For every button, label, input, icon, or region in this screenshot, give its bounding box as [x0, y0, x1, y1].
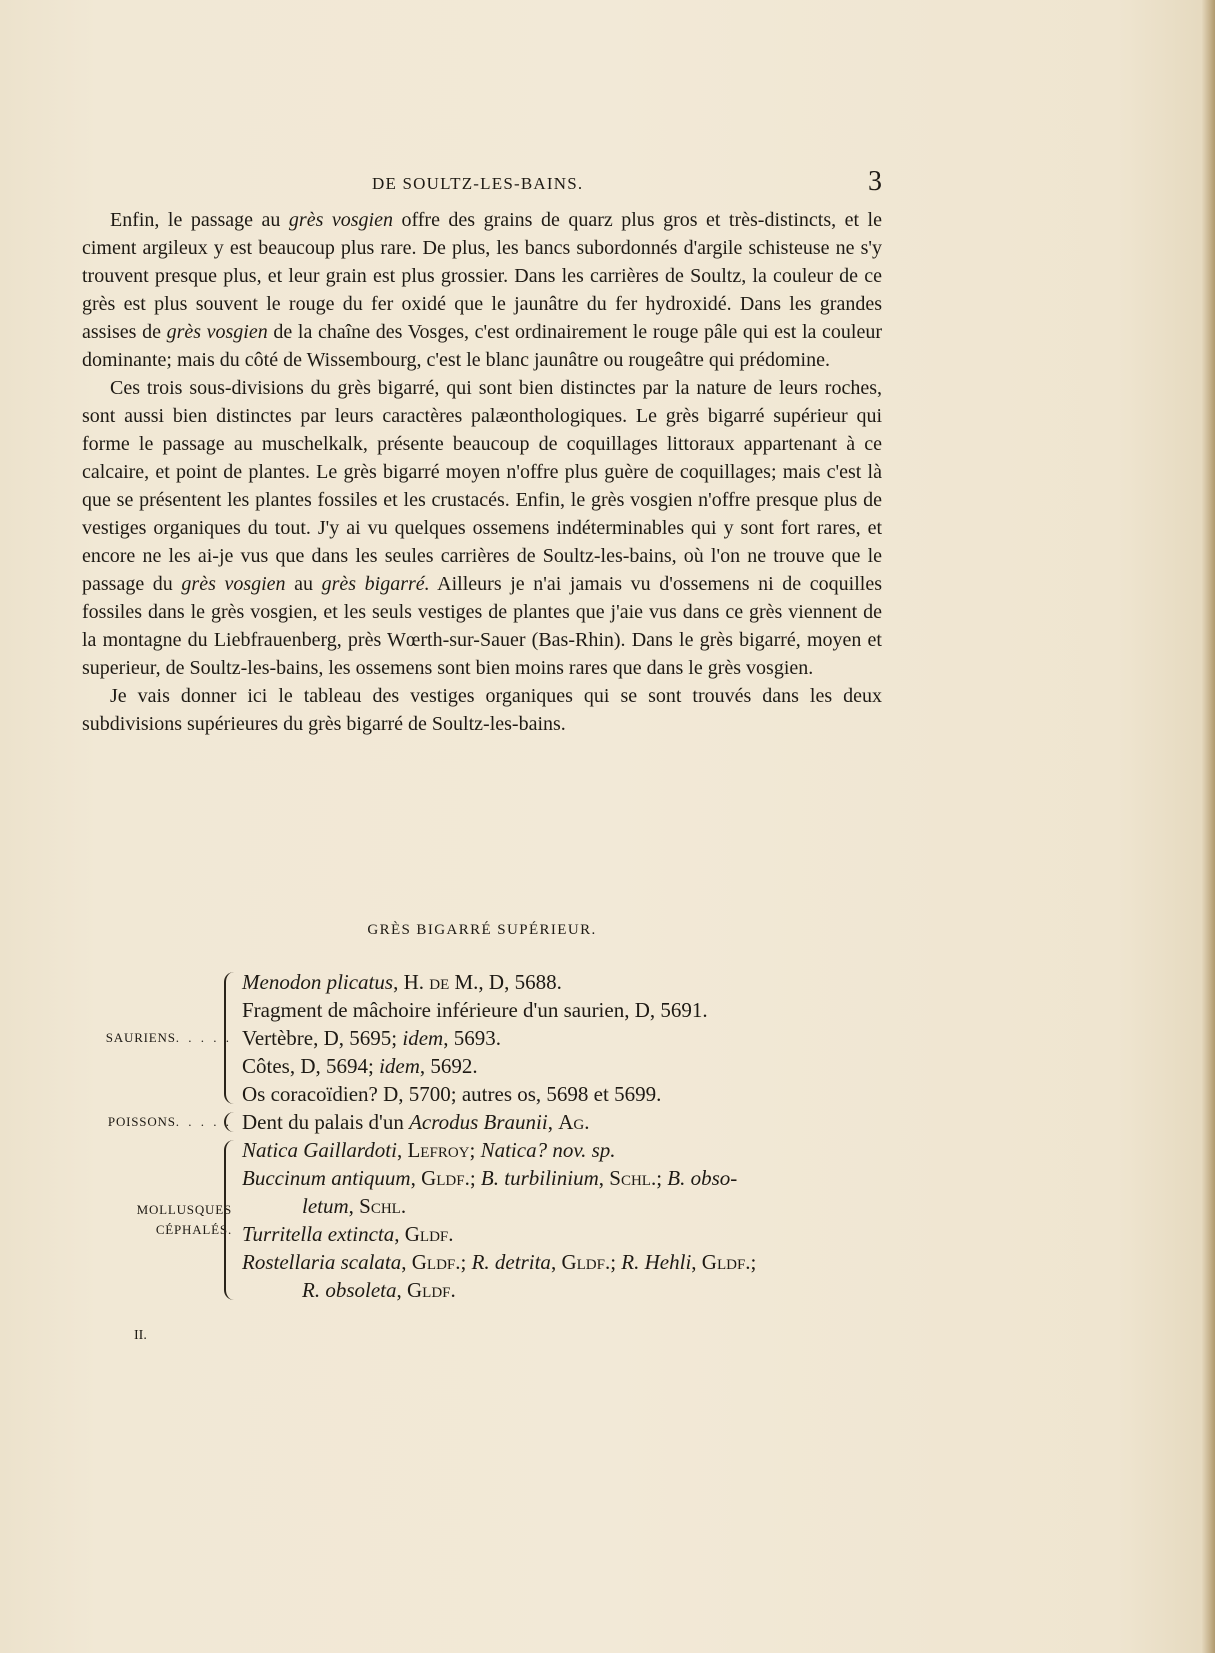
text-run: Je vais donner ici le tableau des vestiges organiques qui se sont trouvés dans les deux subdivisions supérieures du grès bigarré de Soultz-les-bains.: [82, 685, 882, 735]
group-label: [72, 1028, 232, 1048]
italic-run: B. obso-: [667, 1166, 738, 1190]
italic-run: Natica? nov. sp.: [480, 1138, 616, 1162]
small-caps-run: Gldf: [404, 1222, 449, 1246]
small-caps-run: Lefroy: [407, 1138, 470, 1162]
italic-run: idem: [402, 1026, 444, 1050]
text-run: ,: [691, 1250, 702, 1274]
fossil-entry: [242, 1276, 892, 1304]
small-caps-run: Gldf: [411, 1250, 456, 1274]
fossil-entry: [242, 1220, 892, 1248]
text-run: .;: [745, 1250, 757, 1274]
italic-run: Buccinum antiquum: [242, 1166, 411, 1190]
section-heading: GRÈS BIGARRÉ SUPÉRIEUR.: [367, 922, 597, 938]
text-run: ,: [348, 1194, 360, 1218]
text-run: ,: [598, 1166, 610, 1190]
fossil-entry: [242, 1136, 892, 1164]
italic-run: Rostellaria scalata: [242, 1250, 402, 1274]
text-run: .;: [650, 1166, 668, 1190]
group-label-text: MOLLUSQUES: [136, 1202, 232, 1217]
text-run: Enfin, le passage au: [110, 209, 289, 231]
small-caps-run: de: [429, 970, 450, 994]
italic-run: B. turbilinium: [480, 1166, 599, 1190]
paragraph-3: [82, 682, 882, 738]
paragraph-2: [82, 374, 882, 682]
group-label-text: SAURIENS: [105, 1030, 176, 1045]
text-run: .: [448, 1222, 454, 1246]
small-caps-run: Gldf: [407, 1278, 451, 1302]
fossil-entry: [242, 1024, 892, 1052]
italic-run: R. detrita: [471, 1250, 551, 1274]
text-run: .;: [604, 1250, 622, 1274]
text-run: au: [285, 573, 322, 595]
fossil-entry: [242, 1192, 892, 1220]
text-run: .: [400, 1194, 407, 1218]
group-entries: [242, 968, 892, 1108]
small-caps-run: Gldf: [701, 1250, 746, 1274]
text-run: Dent du palais d'un: [242, 1110, 410, 1134]
group-label-text: POISSONS: [107, 1114, 176, 1129]
italic-run: grès vosgien: [166, 321, 268, 343]
fossil-entry: [242, 1108, 892, 1136]
text-run: M., D, 5688.: [449, 970, 562, 994]
italic-run: grès vosgien: [181, 573, 286, 595]
text-run: .;: [464, 1166, 481, 1190]
dot-leader: . . . . .: [175, 1030, 232, 1045]
italic-run: grès vosgien: [288, 209, 393, 231]
text-run: ;: [469, 1138, 481, 1162]
sheet-signature: II.: [134, 1328, 147, 1343]
running-head: [82, 166, 882, 202]
fossil-entry: [242, 996, 892, 1024]
text-run: , H.: [393, 970, 430, 994]
italic-run: grès bigarré.: [321, 573, 430, 595]
text-run: .: [450, 1278, 456, 1302]
italic-run: Natica Gaillardoti: [242, 1138, 397, 1162]
group-label: [72, 1200, 232, 1240]
italic-run: Turritella extincta: [242, 1222, 395, 1246]
small-caps-run: Schl: [359, 1194, 401, 1218]
italic-run: R. obsoleta: [302, 1278, 397, 1302]
small-caps-run: Gldf: [421, 1166, 465, 1190]
fossil-entry: [242, 1164, 892, 1192]
text-run: Ces trois sous-divisions du grès bigarré, qui sont bien distinctes par la nature de leurs roches, sont aussi bien distinctes par leurs caractères palæonthologiques. Le grès bigarré supérieur qui forme le passage au muschelkalk, présente beaucoup de coquillages littoraux appartenant à ce calcaire, et point de plantes. Le grès bigarré moyen n'offre plus guère de coquillages; mais c'est là que se présentent les plantes fossiles et les crustacés. Enfin, le grès vosgien n'offre presque plus de vestiges organiques du tout. J'y ai vu quelques ossemens indéterminables qui y sont fort rares, et encore ne les ai-je vus que dans les seules carrières de Soultz-les-bains, où l'on ne trouve que le passage du: [82, 377, 882, 595]
text-run: ,: [547, 1110, 559, 1134]
group-label: [72, 1112, 232, 1132]
italic-run: idem: [379, 1054, 420, 1078]
brace-mark: [224, 1140, 244, 1300]
text-run: offre des grains de quarz plus gros et très-distincts, et le ciment argileux y est beaucoup plus rare. De plus, les bancs subordonnés d'argile schisteuse ne s'y trouvent presque plus, et leur grain est plus grossier. Dans les carrières de Soultz, la couleur de ce grès est plus souvent le rouge du fer oxidé que le jaunâtre du fer hydroxidé. Dans les grandes assises de: [82, 209, 882, 343]
small-caps-run: Ag: [558, 1110, 585, 1134]
group-mollusques: [72, 1136, 892, 1304]
text-run: ,: [396, 1138, 408, 1162]
text-run: ,: [410, 1166, 422, 1190]
brace-mark: [224, 972, 244, 1104]
text-run: Vertèbre, D, 5695;: [242, 1026, 403, 1050]
fossil-table: [72, 968, 892, 1328]
fossil-entry: [242, 1052, 892, 1080]
italic-run: R. Hehli: [621, 1250, 692, 1274]
brace-mark: [224, 1112, 244, 1132]
fossil-entry: [242, 1080, 892, 1108]
dot-leader: . . . . .: [175, 1114, 232, 1129]
body-text: [82, 206, 882, 738]
paragraph-1: [82, 206, 882, 374]
text-run: Fragment de mâchoire inférieure d'un saurien, D, 5691.: [242, 998, 708, 1022]
page-edge: [1201, 0, 1215, 1653]
text-run: ,: [550, 1250, 562, 1274]
text-run: ,: [396, 1278, 407, 1302]
group-entries: [242, 1136, 892, 1304]
small-caps-run: Gldf: [561, 1250, 605, 1274]
running-title: DE SOULTZ-LES-BAINS.: [372, 174, 584, 193]
text-run: .: [584, 1110, 590, 1134]
italic-run: letum: [302, 1194, 349, 1218]
fossil-entry: [242, 968, 892, 996]
text-run: .;: [455, 1250, 472, 1274]
group-entries: [242, 1108, 892, 1136]
text-run: ,: [394, 1222, 405, 1246]
group-sauriens: [72, 968, 892, 1108]
text-run: , 5693.: [443, 1026, 501, 1050]
text-run: Côtes, D, 5694;: [242, 1054, 380, 1078]
text-run: Os coracoïdien? D, 5700; autres os, 5698 et 5699.: [242, 1082, 662, 1106]
fossil-entry: [242, 1248, 892, 1276]
text-run: ,: [401, 1250, 412, 1274]
text-run: de la chaîne des Vosges, c'est ordinairement le rouge pâle qui est la couleur dominante; mais du côté de Wissembourg, c'est le blanc jaunâtre ou rougeâtre qui prédomine.: [82, 321, 882, 371]
text-run: Ailleurs je n'ai jamais vu d'ossemens ni de coquilles fossiles dans le grès vosgien, et les seuls vestiges de plantes que j'aie vus dans ce grès viennent de la montagne du Liebfrauenberg, près Wœrth-sur-Sauer (Bas-Rhin). Dans le grès bigarré, moyen et superieur, de Soultz-les-bains, les ossemens sont bien moins rares que dans le grès vosgien.: [82, 573, 882, 679]
group-poissons: [72, 1108, 892, 1136]
small-caps-run: Schl: [609, 1166, 651, 1190]
text-run: , 5692.: [419, 1054, 478, 1078]
page-number: 3: [868, 166, 882, 197]
group-label-text: CÉPHALÉS.: [155, 1222, 232, 1237]
italic-run: Acrodus Braunii: [409, 1110, 548, 1134]
italic-run: Menodon plicatus: [242, 970, 394, 994]
